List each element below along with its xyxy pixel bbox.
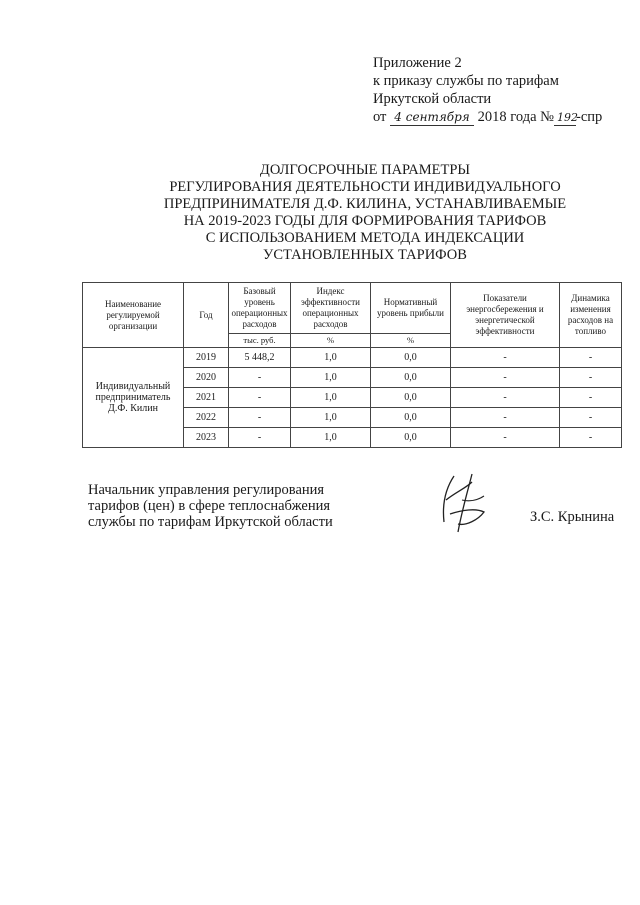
signatory-line: тарифов (цен) в сфере теплоснабжения bbox=[88, 498, 331, 514]
order-suffix: -спр bbox=[575, 109, 603, 125]
year-text: 2018 года № bbox=[477, 109, 554, 125]
header-norm: Нормативный уровень прибыли bbox=[371, 283, 451, 334]
title-line: С ИСПОЛЬЗОВАНИЕМ МЕТОДА ИНДЕКСАЦИИ bbox=[205, 230, 525, 246]
cell-fuel-dynamics: - bbox=[560, 348, 622, 368]
cell-norm: 0,0 bbox=[371, 428, 451, 448]
cell-index: 1,0 bbox=[291, 408, 371, 428]
cell-norm: 0,0 bbox=[371, 408, 451, 428]
cell-norm: 0,0 bbox=[371, 388, 451, 408]
parameters-table bbox=[82, 282, 622, 448]
unit-index: % bbox=[291, 334, 371, 348]
appendix-header bbox=[373, 54, 602, 126]
cell-energy-saving: - bbox=[451, 348, 560, 368]
signatory-name: З.С. Крынина bbox=[530, 509, 615, 525]
cell-year: 2020 bbox=[184, 368, 229, 388]
from-label: от bbox=[373, 109, 387, 125]
header-energy-saving: Показатели энергосбережения и энергетической эффективности bbox=[451, 283, 560, 348]
appendix-order-ref: к приказу службы по тарифам bbox=[373, 73, 559, 89]
table-row bbox=[83, 348, 622, 368]
cell-index: 1,0 bbox=[291, 428, 371, 448]
cell-year: 2021 bbox=[184, 388, 229, 408]
appendix-date-line bbox=[373, 108, 602, 126]
title-line: ДОЛГОСРОЧНЫЕ ПАРАМЕТРЫ bbox=[259, 162, 471, 178]
cell-norm: 0,0 bbox=[371, 368, 451, 388]
cell-fuel-dynamics: - bbox=[560, 368, 622, 388]
cell-fuel-dynamics: - bbox=[560, 408, 622, 428]
title-line: РЕГУЛИРОВАНИЯ ДЕЯТЕЛЬНОСТИ ИНДИВИДУАЛЬНОГО bbox=[169, 179, 561, 195]
cell-base: - bbox=[229, 368, 291, 388]
signatory-line: службы по тарифам Иркутской области bbox=[88, 514, 333, 530]
cell-fuel-dynamics: - bbox=[560, 428, 622, 448]
header-index: Индекс эффективности операционных расходов bbox=[291, 283, 371, 334]
cell-index: 1,0 bbox=[291, 348, 371, 368]
header-year: Год bbox=[184, 283, 229, 348]
cell-year: 2019 bbox=[184, 348, 229, 368]
header-base: Базовый уровень операционных расходов bbox=[229, 283, 291, 334]
title-line: ПРЕДПРИНИМАТЕЛЯ Д.Ф. КИЛИНА, УСТАНАВЛИВАЕМЫЕ bbox=[163, 196, 567, 212]
title-line: УСТАНОВЛЕННЫХ ТАРИФОВ bbox=[263, 247, 467, 263]
handwritten-number: 192 bbox=[554, 110, 576, 126]
cell-index: 1,0 bbox=[291, 388, 371, 408]
cell-year: 2022 bbox=[184, 408, 229, 428]
title-line: НА 2019-2023 ГОДЫ ДЛЯ ФОРМИРОВАНИЯ ТАРИФОВ bbox=[183, 213, 547, 229]
header-fuel-dynamics: Динамика изменения расходов на топливо bbox=[560, 283, 622, 348]
handwritten-date: 4 сентября bbox=[390, 110, 474, 126]
cell-index: 1,0 bbox=[291, 368, 371, 388]
cell-base: 5 448,2 bbox=[229, 348, 291, 368]
signatory-line: Начальник управления регулирования bbox=[88, 482, 325, 498]
table-header-row bbox=[83, 283, 622, 334]
cell-energy-saving: - bbox=[451, 388, 560, 408]
unit-norm: % bbox=[371, 334, 451, 348]
cell-year: 2023 bbox=[184, 428, 229, 448]
cell-energy-saving: - bbox=[451, 428, 560, 448]
cell-base: - bbox=[229, 388, 291, 408]
unit-base: тыс. руб. bbox=[229, 334, 291, 348]
cell-energy-saving: - bbox=[451, 408, 560, 428]
cell-base: - bbox=[229, 428, 291, 448]
cell-fuel-dynamics: - bbox=[560, 388, 622, 408]
appendix-region: Иркутской области bbox=[373, 91, 492, 107]
cell-norm: 0,0 bbox=[371, 348, 451, 368]
signatory-position bbox=[88, 482, 333, 530]
org-name-cell: Индивидуальный предприниматель Д.Ф. Килин bbox=[83, 348, 184, 448]
cell-energy-saving: - bbox=[451, 368, 560, 388]
header-org: Наименование регулируемой организации bbox=[83, 283, 184, 348]
appendix-title: Приложение 2 bbox=[373, 55, 462, 71]
cell-base: - bbox=[229, 408, 291, 428]
document-title bbox=[130, 162, 600, 264]
handwritten-signature-icon bbox=[432, 470, 494, 538]
